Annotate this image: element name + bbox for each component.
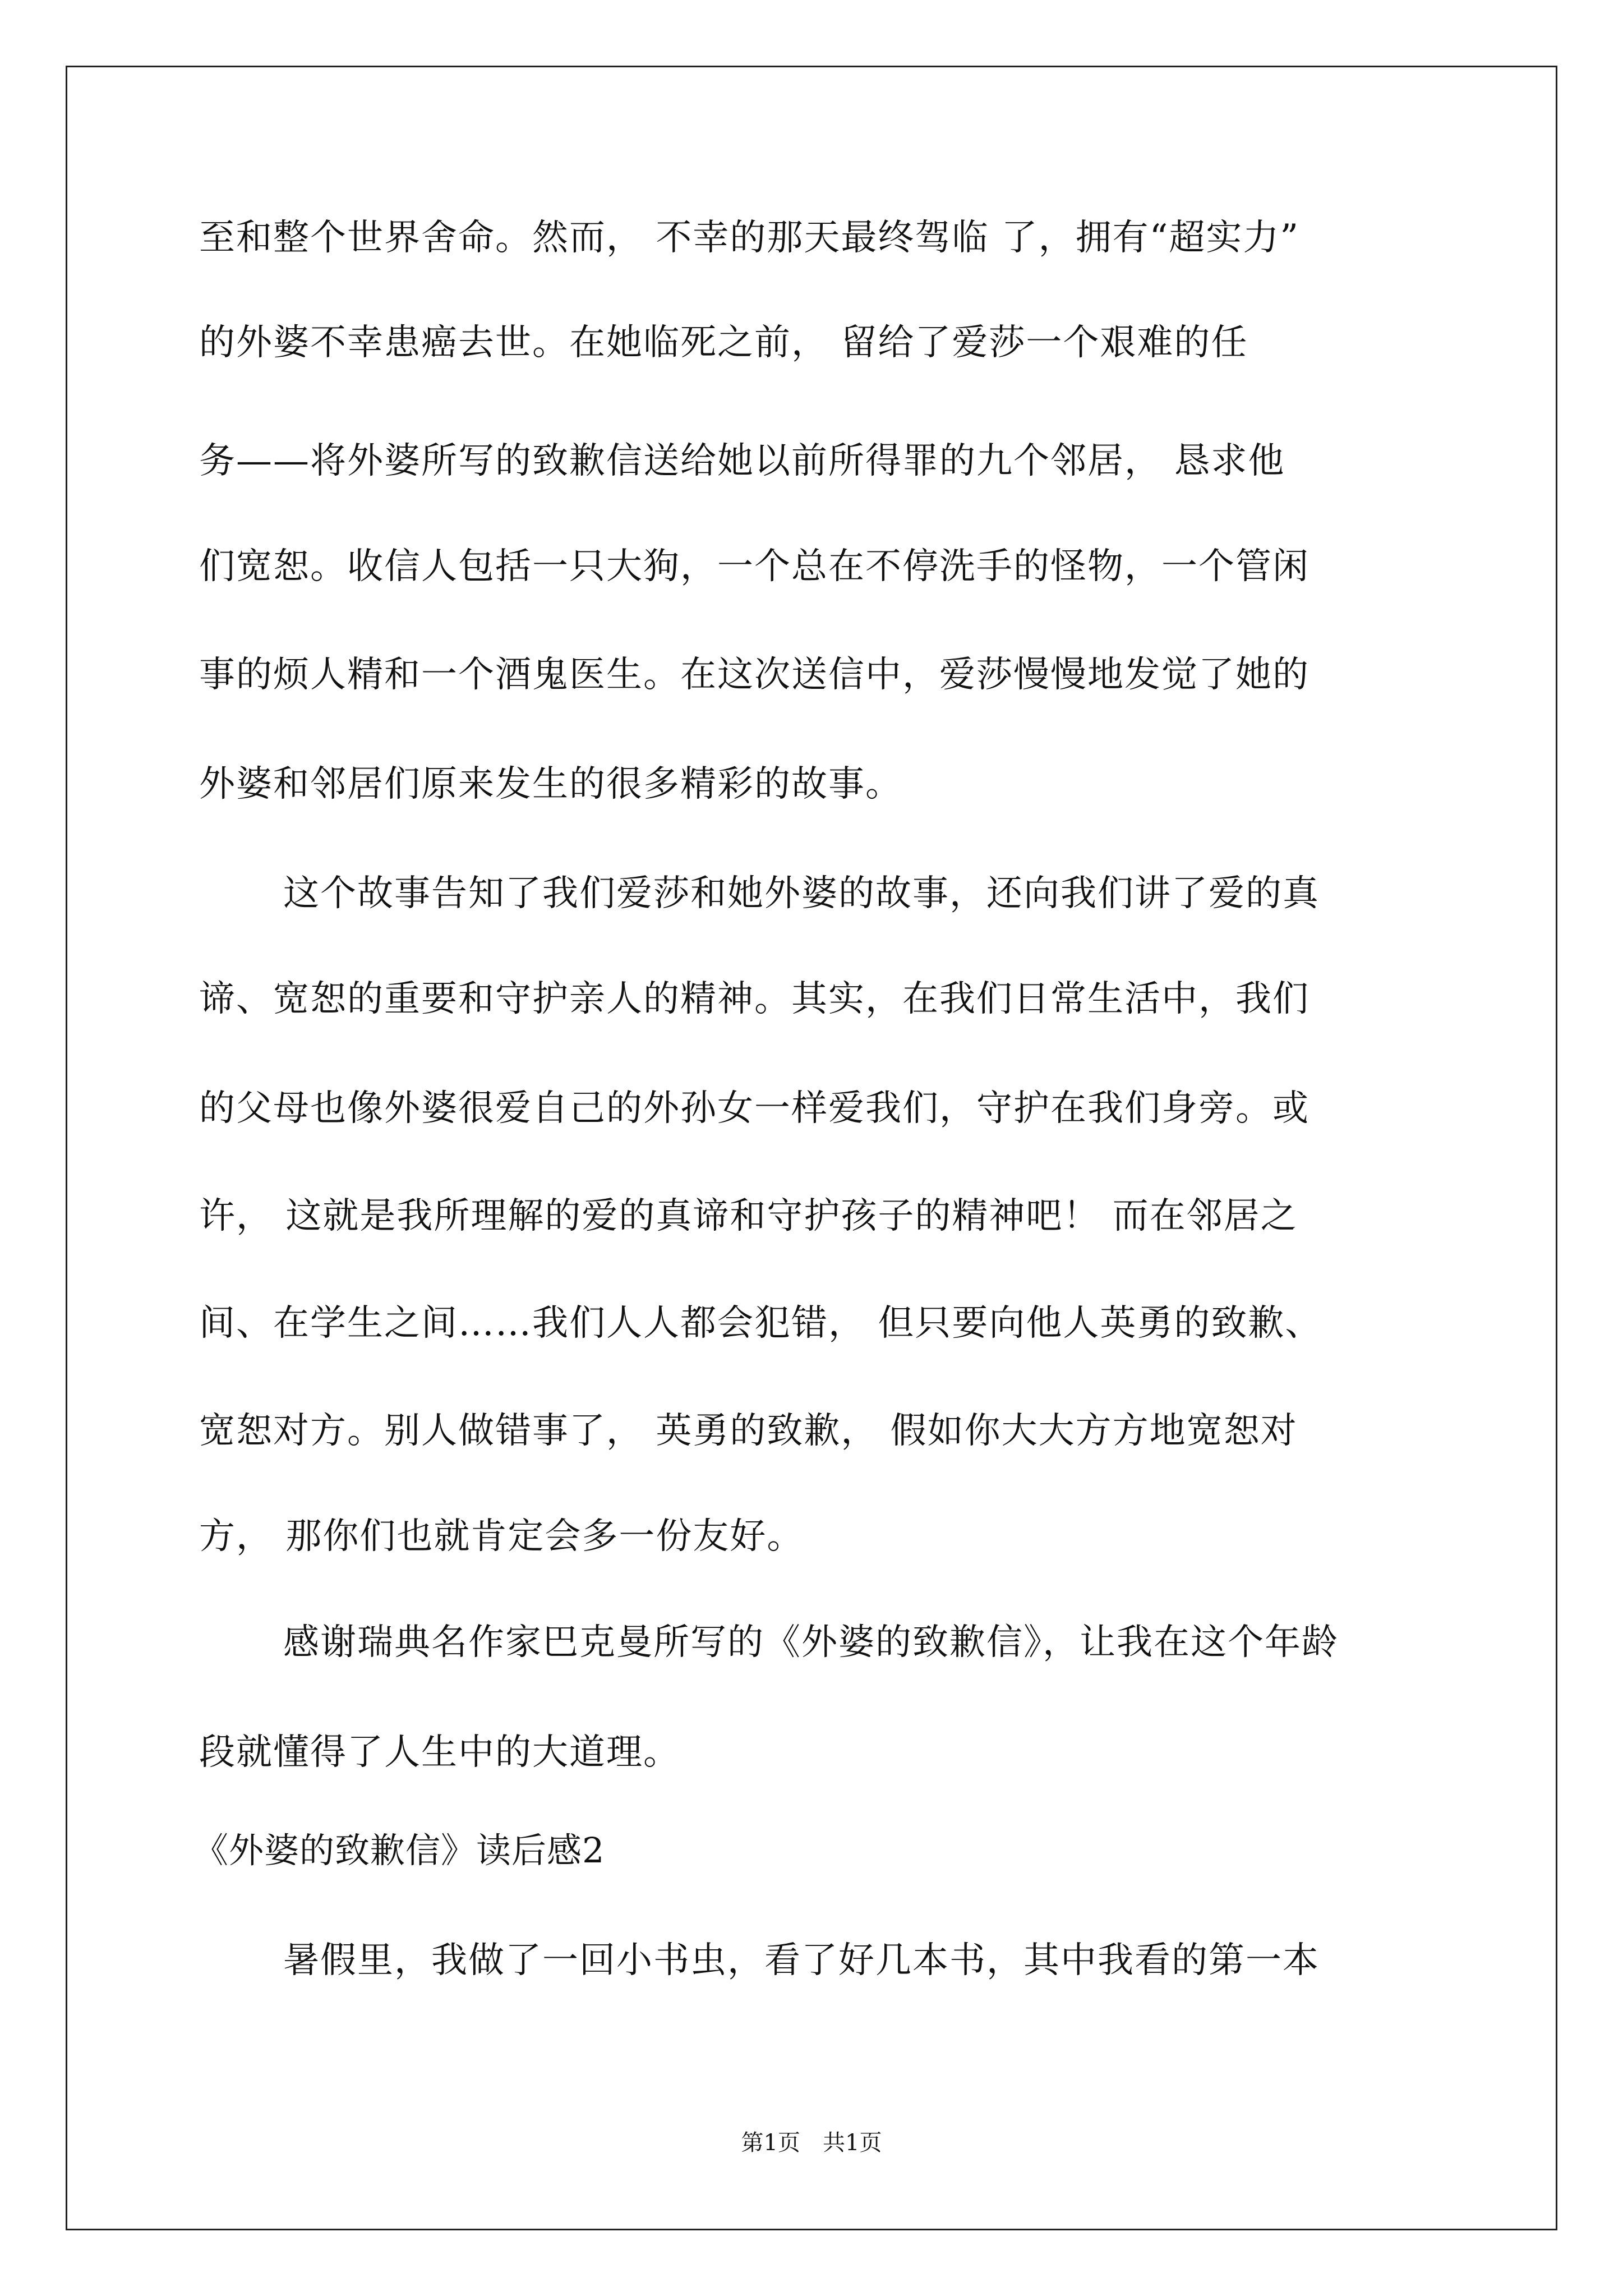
- paragraph-line-5: 事的烦人精和一个酒鬼医生。在这次送信中，爱莎慢慢地发觉了她的: [199, 654, 1310, 696]
- paragraph-line-4: 们宽恕。收信人包括一只大狗，一个总在不停洗手的怪物，一个管闲: [199, 546, 1310, 587]
- paragraph-line-9: 的父母也像外婆很爱自己的外孙女一样爱我们，守护在我们身旁。或: [199, 1088, 1310, 1129]
- paragraph-line-6: 外婆和邻居们原来发生的很多精彩的故事。: [199, 763, 902, 805]
- page-footer: 第1页 共1页: [741, 2130, 882, 2156]
- paragraph-line-1: 至和整个世界舍命。然而， 不幸的那天最终驾临 了，拥有“超实力”: [199, 217, 1300, 259]
- paragraph-line-15: 段就懂得了人生中的大道理。: [199, 1732, 680, 1773]
- paragraph-line-14: 感谢瑞典名作家巴克曼所写的《外婆的致歉信》，让我在这个年龄: [283, 1622, 1339, 1663]
- paragraph-line-17: 暑假里，我做了一回小书虫，看了好几本书，其中我看的第一本: [283, 1940, 1320, 1981]
- section-heading: 《外婆的致歉信》读后感2: [193, 1830, 605, 1871]
- paragraph-line-13: 方， 那你们也就肯定会多一份友好。: [199, 1516, 804, 1557]
- paragraph-line-12: 宽恕对方。别人做错事了， 英勇的致歉， 假如你大大方方地宽恕对: [199, 1410, 1298, 1452]
- paragraph-line-8: 谛、宽恕的重要和守护亲人的精神。其实，在我们日常生活中，我们: [199, 978, 1310, 1020]
- paragraph-line-7: 这个故事告知了我们爱莎和她外婆的故事，还向我们讲了爱的真: [283, 873, 1320, 914]
- paragraph-line-3: 务——将外婆所写的致歉信送给她以前所得罪的九个邻居， 恳求他: [199, 440, 1285, 482]
- paragraph-line-11: 间、在学生之间……我们人人都会犯错， 但只要向他人英勇的致歉、: [199, 1303, 1322, 1344]
- paragraph-line-2: 的外婆不幸患癌去世。在她临死之前， 留给了爱莎一个艰难的任: [199, 322, 1248, 364]
- page-border: [66, 66, 1557, 2230]
- paragraph-line-10: 许， 这就是我所理解的爱的真谛和守护孩子的精神吧！ 而在邻居之: [199, 1195, 1298, 1237]
